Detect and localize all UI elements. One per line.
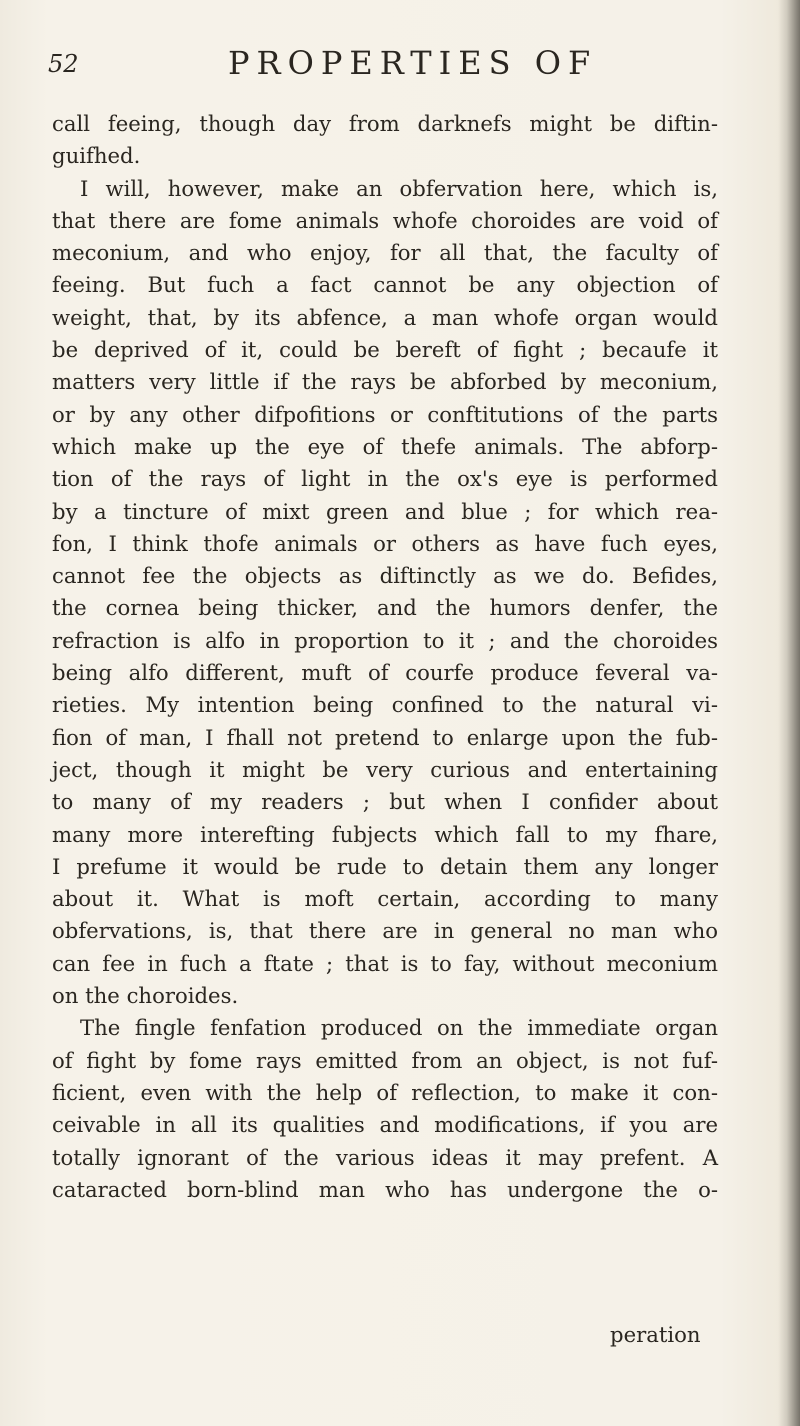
- page-edge-shadow: [778, 0, 800, 1426]
- text-line: obfervations, is, that there are in general no man who: [52, 918, 718, 944]
- text-line: which make up the eye of thefe animals. The abforp-: [52, 433, 718, 459]
- text-line: The fingle fenfation produced on the immediate organ: [80, 1015, 718, 1041]
- page-number: 52: [48, 50, 79, 78]
- text-line: ject, though it might be very curious and entertaining: [52, 756, 718, 782]
- text-line: of fight by fome rays emitted from an object, is not fuf-: [52, 1047, 718, 1073]
- text-line: be deprived of it, could be bereft of fight ; becaufe it: [52, 337, 718, 363]
- text-line: fon, I think thofe animals or others as have fuch eyes,: [52, 530, 718, 556]
- text-line: I prefume it would be rude to detain them any longer: [52, 853, 718, 879]
- running-head-title: PROPERTIES OF: [228, 44, 598, 82]
- text-line: about it. What is moft certain, according to many: [52, 886, 718, 912]
- text-line: by a tincture of mixt green and blue ; for which rea-: [52, 498, 718, 524]
- text-line: I will, however, make an obfervation here, which is,: [80, 175, 718, 201]
- catchword: peration: [610, 1322, 701, 1347]
- text-line: totally ignorant of the various ideas it may prefent. A: [52, 1144, 718, 1170]
- text-line: cataracted born-blind man who has undergone the o-: [52, 1176, 718, 1202]
- text-line: ceivable in all its qualities and modifications, if you are: [52, 1112, 718, 1138]
- text-line: feeing. But fuch a fact cannot be any objection of: [52, 272, 718, 298]
- text-line: ficient, even with the help of reflection, to make it con-: [52, 1079, 718, 1105]
- text-line: cannot fee the objects as diftinctly as we do. Befides,: [52, 563, 718, 589]
- text-line: tion of the rays of light in the ox's eye is performed: [52, 466, 718, 492]
- text-line: fion of man, I fhall not pretend to enlarge upon the fub-: [52, 724, 718, 750]
- text-line: meconium, and who enjoy, for all that, the faculty of: [52, 240, 718, 266]
- text-line: weight, that, by its abfence, a man whofe organ would: [52, 304, 718, 330]
- text-line: the cornea being thicker, and the humors denfer, the: [52, 595, 718, 621]
- text-line: or by any other difpofitions or conftitutions of the parts: [52, 401, 718, 427]
- text-line: on the choroides.: [52, 983, 239, 1009]
- text-line: call feeing, though day from darknefs might be diftin-: [52, 111, 718, 136]
- text-line: refraction is alfo in proportion to it ; and the choroides: [52, 627, 718, 653]
- text-line: to many of my readers ; but when I confider about: [52, 789, 718, 815]
- text-line: can fee in fuch a ftate ; that is to fay, without meconium: [52, 950, 718, 976]
- text-line: many more interefting fubjects which fall to my fhare,: [52, 821, 718, 847]
- text-line: that there are fome animals whofe choroides are void of: [52, 207, 718, 233]
- text-line: guifhed.: [52, 143, 141, 169]
- text-line: matters very little if the rays be abforbed by meconium,: [52, 369, 718, 395]
- body-text: [52, 108, 718, 1206]
- text-line: rieties. My intention being confined to the natural vi-: [52, 692, 718, 718]
- text-line: being alfo different, muft of courfe produce feveral va-: [52, 660, 718, 686]
- running-head: [48, 44, 688, 84]
